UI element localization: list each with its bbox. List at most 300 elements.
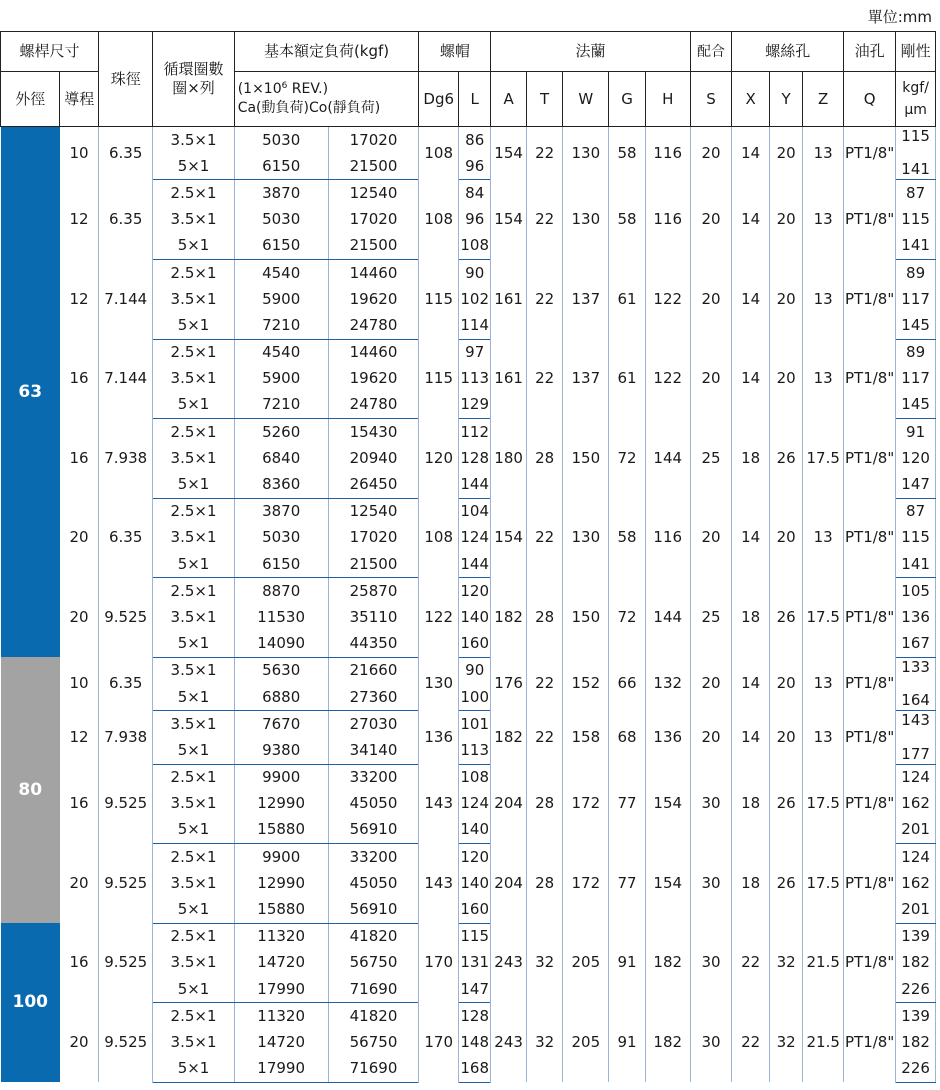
co-cell: 12540 — [328, 180, 419, 207]
co-cell: 21500 — [328, 233, 419, 260]
ca-cell: 14720 — [234, 950, 328, 976]
circuits-cell: 2.5×1 — [153, 498, 234, 525]
q-cell: PT1/8" — [844, 711, 896, 764]
header-W: W — [563, 72, 609, 127]
stiffness-cell: 201 — [896, 817, 936, 844]
header-lead: 導程 — [60, 72, 99, 127]
a-cell: 154 — [491, 180, 526, 260]
z-cell: 21.5 — [803, 923, 844, 1003]
t-cell: 28 — [526, 578, 563, 658]
a-cell: 161 — [491, 259, 526, 339]
co-cell: 15430 — [328, 419, 419, 446]
x-cell: 14 — [732, 711, 770, 764]
dg6-cell: 120 — [419, 419, 459, 499]
co-cell: 41820 — [328, 1003, 419, 1030]
header-L: L — [459, 72, 491, 127]
circuits-cell: 5×1 — [153, 737, 234, 764]
y-cell: 20 — [769, 711, 802, 764]
y-cell: 20 — [769, 339, 802, 419]
y-cell: 20 — [769, 498, 802, 578]
ball-dia-cell: 7.144 — [99, 339, 153, 419]
co-cell: 19620 — [328, 286, 419, 312]
circuits-cell: 3.5×1 — [153, 207, 234, 233]
nut-length-cell: 108 — [459, 233, 491, 260]
a-cell: 182 — [491, 711, 526, 764]
h-cell: 182 — [645, 923, 690, 1003]
circuits-cell: 2.5×1 — [153, 339, 234, 366]
t-cell: 22 — [526, 180, 563, 260]
x-cell: 14 — [732, 339, 770, 419]
stiffness-cell: 124 — [896, 764, 936, 791]
nut-length-cell: 90 — [459, 259, 491, 286]
co-cell: 34140 — [328, 737, 419, 764]
stiffness-cell: 139 — [896, 1003, 936, 1030]
h-cell: 122 — [645, 339, 690, 419]
g-cell: 61 — [609, 339, 646, 419]
table-header — [1, 32, 936, 127]
z-cell: 13 — [803, 127, 844, 180]
w-cell: 172 — [563, 764, 609, 844]
co-cell: 27360 — [328, 684, 419, 711]
circuits-cell: 5×1 — [153, 471, 234, 498]
ball-dia-cell: 6.35 — [99, 127, 153, 180]
q-cell: PT1/8" — [844, 1003, 896, 1083]
co-cell: 35110 — [328, 604, 419, 630]
circuits-cell: 3.5×1 — [153, 950, 234, 976]
stiffness-cell: 115 — [896, 127, 936, 154]
ca-cell: 8360 — [234, 471, 328, 498]
w-cell: 150 — [563, 578, 609, 658]
z-cell: 13 — [803, 339, 844, 419]
stiffness-cell: 115 — [896, 525, 936, 551]
lead-cell: 12 — [60, 711, 99, 764]
lead-cell: 10 — [60, 127, 99, 180]
table-row — [1, 259, 936, 286]
ball-dia-cell: 7.938 — [99, 419, 153, 499]
nut-length-cell: 90 — [459, 657, 491, 684]
nut-length-cell: 131 — [459, 950, 491, 976]
z-cell: 17.5 — [803, 844, 844, 924]
header-stiffness: 剛性 — [896, 32, 936, 72]
ca-cell: 5900 — [234, 286, 328, 312]
nut-length-cell: 97 — [459, 339, 491, 366]
nut-length-cell: 101 — [459, 711, 491, 738]
ca-cell: 17990 — [234, 976, 328, 1003]
table-body — [1, 127, 936, 1083]
x-cell: 14 — [732, 657, 770, 710]
circuits-cell: 5×1 — [153, 392, 234, 419]
stiffness-cell: 182 — [896, 1029, 936, 1055]
g-cell: 66 — [609, 657, 646, 710]
ca-cell: 6150 — [234, 153, 328, 180]
s-cell: 30 — [690, 764, 732, 844]
header-flange: 法蘭 — [491, 32, 690, 72]
ca-cell: 15880 — [234, 817, 328, 844]
table-row — [1, 498, 936, 525]
circuits-cell: 5×1 — [153, 312, 234, 339]
stiffness-cell: 136 — [896, 604, 936, 630]
stiffness-cell: 89 — [896, 259, 936, 286]
stiffness-cell: 177 — [896, 737, 936, 764]
ca-cell: 6150 — [234, 551, 328, 578]
header-X: X — [732, 72, 770, 127]
table-row — [1, 578, 936, 605]
x-cell: 14 — [732, 498, 770, 578]
stiffness-cell: 115 — [896, 207, 936, 233]
co-cell: 21500 — [328, 551, 419, 578]
y-cell: 32 — [769, 923, 802, 1003]
ca-cell: 9900 — [234, 764, 328, 791]
co-cell: 45050 — [328, 870, 419, 896]
g-cell: 58 — [609, 127, 646, 180]
lead-cell: 20 — [60, 578, 99, 658]
circuits-cell: 3.5×1 — [153, 791, 234, 817]
table-row — [1, 180, 936, 207]
header-nut: 螺帽 — [419, 32, 491, 72]
stiffness-cell: 143 — [896, 711, 936, 738]
ball-dia-cell: 9.525 — [99, 578, 153, 658]
w-cell: 130 — [563, 180, 609, 260]
circuits-cell: 5×1 — [153, 233, 234, 260]
co-cell: 24780 — [328, 312, 419, 339]
t-cell: 32 — [526, 1003, 563, 1083]
lead-cell: 20 — [60, 498, 99, 578]
nut-length-cell: 140 — [459, 817, 491, 844]
a-cell: 182 — [491, 578, 526, 658]
lead-cell: 12 — [60, 259, 99, 339]
circuits-cell: 2.5×1 — [153, 180, 234, 207]
z-cell: 13 — [803, 657, 844, 710]
s-cell: 20 — [690, 127, 732, 180]
x-cell: 18 — [732, 578, 770, 658]
nut-length-cell: 147 — [459, 976, 491, 1003]
nut-length-cell: 124 — [459, 791, 491, 817]
circuits-cell: 3.5×1 — [153, 525, 234, 551]
ca-cell: 17990 — [234, 1056, 328, 1083]
h-cell: 116 — [645, 180, 690, 260]
ball-dia-cell: 9.525 — [99, 844, 153, 924]
ca-cell: 9900 — [234, 844, 328, 871]
g-cell: 77 — [609, 764, 646, 844]
s-cell: 20 — [690, 259, 732, 339]
circuits-cell: 5×1 — [153, 631, 234, 658]
g-cell: 58 — [609, 180, 646, 260]
w-cell: 150 — [563, 419, 609, 499]
nut-length-cell: 102 — [459, 286, 491, 312]
a-cell: 154 — [491, 127, 526, 180]
x-cell: 22 — [732, 923, 770, 1003]
ca-cell: 6150 — [234, 233, 328, 260]
stiffness-cell: 145 — [896, 312, 936, 339]
co-cell: 56750 — [328, 1029, 419, 1055]
nut-length-cell: 96 — [459, 207, 491, 233]
dg6-cell: 115 — [419, 259, 459, 339]
g-cell: 58 — [609, 498, 646, 578]
t-cell: 28 — [526, 844, 563, 924]
header-load-rev: ($1\times 10^6$ REV.) — [237, 81, 329, 97]
w-cell: 130 — [563, 498, 609, 578]
header-fit: 配合 — [690, 32, 732, 72]
q-cell: PT1/8" — [844, 180, 896, 260]
nut-length-cell: 160 — [459, 631, 491, 658]
header-circuits-sub: 圈×列 — [172, 79, 215, 97]
header-Z: Z — [803, 72, 844, 127]
header-load-ca-co: Ca(動負荷)Co(靜負荷) — [237, 100, 381, 116]
circuits-cell: 3.5×1 — [153, 1029, 234, 1055]
nut-length-cell: 128 — [459, 445, 491, 471]
co-cell: 17020 — [328, 207, 419, 233]
header-G: G — [609, 72, 646, 127]
dg6-cell: 108 — [419, 127, 459, 180]
z-cell: 13 — [803, 711, 844, 764]
ballscrew-spec-table — [0, 31, 936, 1083]
x-cell: 18 — [732, 844, 770, 924]
dg6-cell: 170 — [419, 1003, 459, 1083]
circuits-cell: 2.5×1 — [153, 259, 234, 286]
ca-cell: 7210 — [234, 312, 328, 339]
co-cell: 24780 — [328, 392, 419, 419]
z-cell: 13 — [803, 259, 844, 339]
s-cell: 20 — [690, 657, 732, 710]
nut-length-cell: 140 — [459, 870, 491, 896]
co-cell: 44350 — [328, 631, 419, 658]
ca-cell: 8870 — [234, 578, 328, 605]
ball-dia-cell: 7.938 — [99, 711, 153, 764]
s-cell: 30 — [690, 923, 732, 1003]
g-cell: 68 — [609, 711, 646, 764]
stiffness-cell: 141 — [896, 153, 936, 180]
nut-length-cell: 160 — [459, 896, 491, 923]
t-cell: 22 — [526, 498, 563, 578]
nut-length-cell: 140 — [459, 604, 491, 630]
h-cell: 116 — [645, 498, 690, 578]
w-cell: 158 — [563, 711, 609, 764]
circuits-cell: 2.5×1 — [153, 923, 234, 950]
w-cell: 152 — [563, 657, 609, 710]
header-H: H — [645, 72, 690, 127]
co-cell: 25870 — [328, 578, 419, 605]
header-oil-hole: 油孔 — [844, 32, 896, 72]
header-bolt-hole: 螺絲孔 — [732, 32, 844, 72]
header-outer-dia: 外徑 — [1, 72, 60, 127]
circuits-cell: 2.5×1 — [153, 1003, 234, 1030]
y-cell: 32 — [769, 1003, 802, 1083]
nut-length-cell: 114 — [459, 312, 491, 339]
s-cell: 25 — [690, 419, 732, 499]
table-row — [1, 923, 936, 950]
ball-dia-cell: 9.525 — [99, 923, 153, 1003]
header-T: T — [526, 72, 563, 127]
nut-length-cell: 113 — [459, 737, 491, 764]
co-cell: 71690 — [328, 1056, 419, 1083]
co-cell: 71690 — [328, 976, 419, 1003]
dg6-cell: 170 — [419, 923, 459, 1003]
co-cell: 41820 — [328, 923, 419, 950]
nut-length-cell: 120 — [459, 844, 491, 871]
co-cell: 56910 — [328, 896, 419, 923]
w-cell: 172 — [563, 844, 609, 924]
ca-cell: 14090 — [234, 631, 328, 658]
s-cell: 30 — [690, 1003, 732, 1083]
t-cell: 28 — [526, 419, 563, 499]
dg6-cell: 108 — [419, 498, 459, 578]
ca-cell: 5030 — [234, 127, 328, 154]
header-circuits-label: 循環圈數 — [163, 60, 224, 78]
y-cell: 20 — [769, 180, 802, 260]
stiffness-cell: 124 — [896, 844, 936, 871]
w-cell: 137 — [563, 259, 609, 339]
co-cell: 56910 — [328, 817, 419, 844]
nut-length-cell: 128 — [459, 1003, 491, 1030]
stiffness-cell: 89 — [896, 339, 936, 366]
g-cell: 72 — [609, 419, 646, 499]
lead-cell: 16 — [60, 419, 99, 499]
stiffness-cell: 162 — [896, 870, 936, 896]
nut-length-cell: 113 — [459, 366, 491, 392]
ca-cell: 9380 — [234, 737, 328, 764]
z-cell: 17.5 — [803, 578, 844, 658]
nut-length-cell: 108 — [459, 764, 491, 791]
x-cell: 14 — [732, 259, 770, 339]
table-row — [1, 1003, 936, 1030]
circuits-cell: 5×1 — [153, 817, 234, 844]
q-cell: PT1/8" — [844, 419, 896, 499]
q-cell: PT1/8" — [844, 498, 896, 578]
co-cell: 33200 — [328, 844, 419, 871]
g-cell: 61 — [609, 259, 646, 339]
t-cell: 22 — [526, 711, 563, 764]
ball-dia-cell: 7.144 — [99, 259, 153, 339]
nut-length-cell: 86 — [459, 127, 491, 154]
dg6-cell: 143 — [419, 764, 459, 844]
t-cell: 22 — [526, 259, 563, 339]
outer-dia-label: 63 — [1, 127, 60, 658]
w-cell: 205 — [563, 1003, 609, 1083]
circuits-cell: 3.5×1 — [153, 657, 234, 684]
x-cell: 18 — [732, 419, 770, 499]
nut-length-cell: 112 — [459, 419, 491, 446]
circuits-cell: 5×1 — [153, 551, 234, 578]
table-row — [1, 127, 936, 154]
ca-cell: 3870 — [234, 180, 328, 207]
circuits-cell: 5×1 — [153, 684, 234, 711]
outer-dia-label: 100 — [1, 923, 60, 1082]
circuits-cell: 2.5×1 — [153, 578, 234, 605]
x-cell: 14 — [732, 180, 770, 260]
lead-cell: 20 — [60, 844, 99, 924]
h-cell: 122 — [645, 259, 690, 339]
s-cell: 20 — [690, 180, 732, 260]
outer-dia-label: 80 — [1, 657, 60, 923]
co-cell: 17020 — [328, 127, 419, 154]
y-cell: 20 — [769, 127, 802, 180]
a-cell: 243 — [491, 923, 526, 1003]
dg6-cell: 122 — [419, 578, 459, 658]
y-cell: 26 — [769, 419, 802, 499]
z-cell: 17.5 — [803, 764, 844, 844]
circuits-cell: 5×1 — [153, 1056, 234, 1083]
nut-length-cell: 115 — [459, 923, 491, 950]
co-cell: 21660 — [328, 657, 419, 684]
ca-cell: 4540 — [234, 259, 328, 286]
nut-length-cell: 124 — [459, 525, 491, 551]
co-cell: 56750 — [328, 950, 419, 976]
h-cell: 144 — [645, 578, 690, 658]
circuits-cell: 3.5×1 — [153, 711, 234, 738]
lead-cell: 16 — [60, 764, 99, 844]
header-load: 基本額定負荷(kgf) — [234, 32, 419, 72]
stiffness-cell: 120 — [896, 445, 936, 471]
a-cell: 154 — [491, 498, 526, 578]
h-cell: 182 — [645, 1003, 690, 1083]
t-cell: 28 — [526, 764, 563, 844]
h-cell: 144 — [645, 419, 690, 499]
nut-length-cell: 104 — [459, 498, 491, 525]
ca-cell: 11320 — [234, 923, 328, 950]
stiffness-cell: 141 — [896, 233, 936, 260]
circuits-cell: 5×1 — [153, 896, 234, 923]
a-cell: 161 — [491, 339, 526, 419]
q-cell: PT1/8" — [844, 764, 896, 844]
s-cell: 20 — [690, 498, 732, 578]
stiffness-cell: 105 — [896, 578, 936, 605]
s-cell: 30 — [690, 844, 732, 924]
nut-length-cell: 96 — [459, 153, 491, 180]
stiffness-cell: 91 — [896, 419, 936, 446]
ca-cell: 15880 — [234, 896, 328, 923]
header-stiffness-unit: kgf/μm — [896, 72, 936, 127]
q-cell: PT1/8" — [844, 657, 896, 710]
co-cell: 12540 — [328, 498, 419, 525]
ca-cell: 5030 — [234, 207, 328, 233]
h-cell: 154 — [645, 764, 690, 844]
co-cell: 20940 — [328, 445, 419, 471]
ca-cell: 3870 — [234, 498, 328, 525]
co-cell: 45050 — [328, 791, 419, 817]
t-cell: 32 — [526, 923, 563, 1003]
nut-length-cell: 100 — [459, 684, 491, 711]
dg6-cell: 115 — [419, 339, 459, 419]
circuits-cell: 3.5×1 — [153, 366, 234, 392]
lead-cell: 16 — [60, 923, 99, 1003]
y-cell: 20 — [769, 259, 802, 339]
a-cell: 243 — [491, 1003, 526, 1083]
header-S: S — [690, 72, 732, 127]
stiffness-cell: 147 — [896, 471, 936, 498]
ca-cell: 7670 — [234, 711, 328, 738]
stiffness-cell: 139 — [896, 923, 936, 950]
header-Y: Y — [769, 72, 802, 127]
ca-cell: 14720 — [234, 1029, 328, 1055]
stiffness-cell: 182 — [896, 950, 936, 976]
a-cell: 176 — [491, 657, 526, 710]
stiffness-cell: 201 — [896, 896, 936, 923]
s-cell: 20 — [690, 339, 732, 419]
stiffness-cell: 117 — [896, 286, 936, 312]
q-cell: PT1/8" — [844, 259, 896, 339]
circuits-cell: 3.5×1 — [153, 870, 234, 896]
ca-cell: 6840 — [234, 445, 328, 471]
circuits-cell: 5×1 — [153, 153, 234, 180]
ball-dia-cell: 9.525 — [99, 764, 153, 844]
y-cell: 20 — [769, 657, 802, 710]
dg6-cell: 143 — [419, 844, 459, 924]
h-cell: 116 — [645, 127, 690, 180]
table-row — [1, 419, 936, 446]
q-cell: PT1/8" — [844, 844, 896, 924]
header-Q: Q — [844, 72, 896, 127]
g-cell: 72 — [609, 578, 646, 658]
